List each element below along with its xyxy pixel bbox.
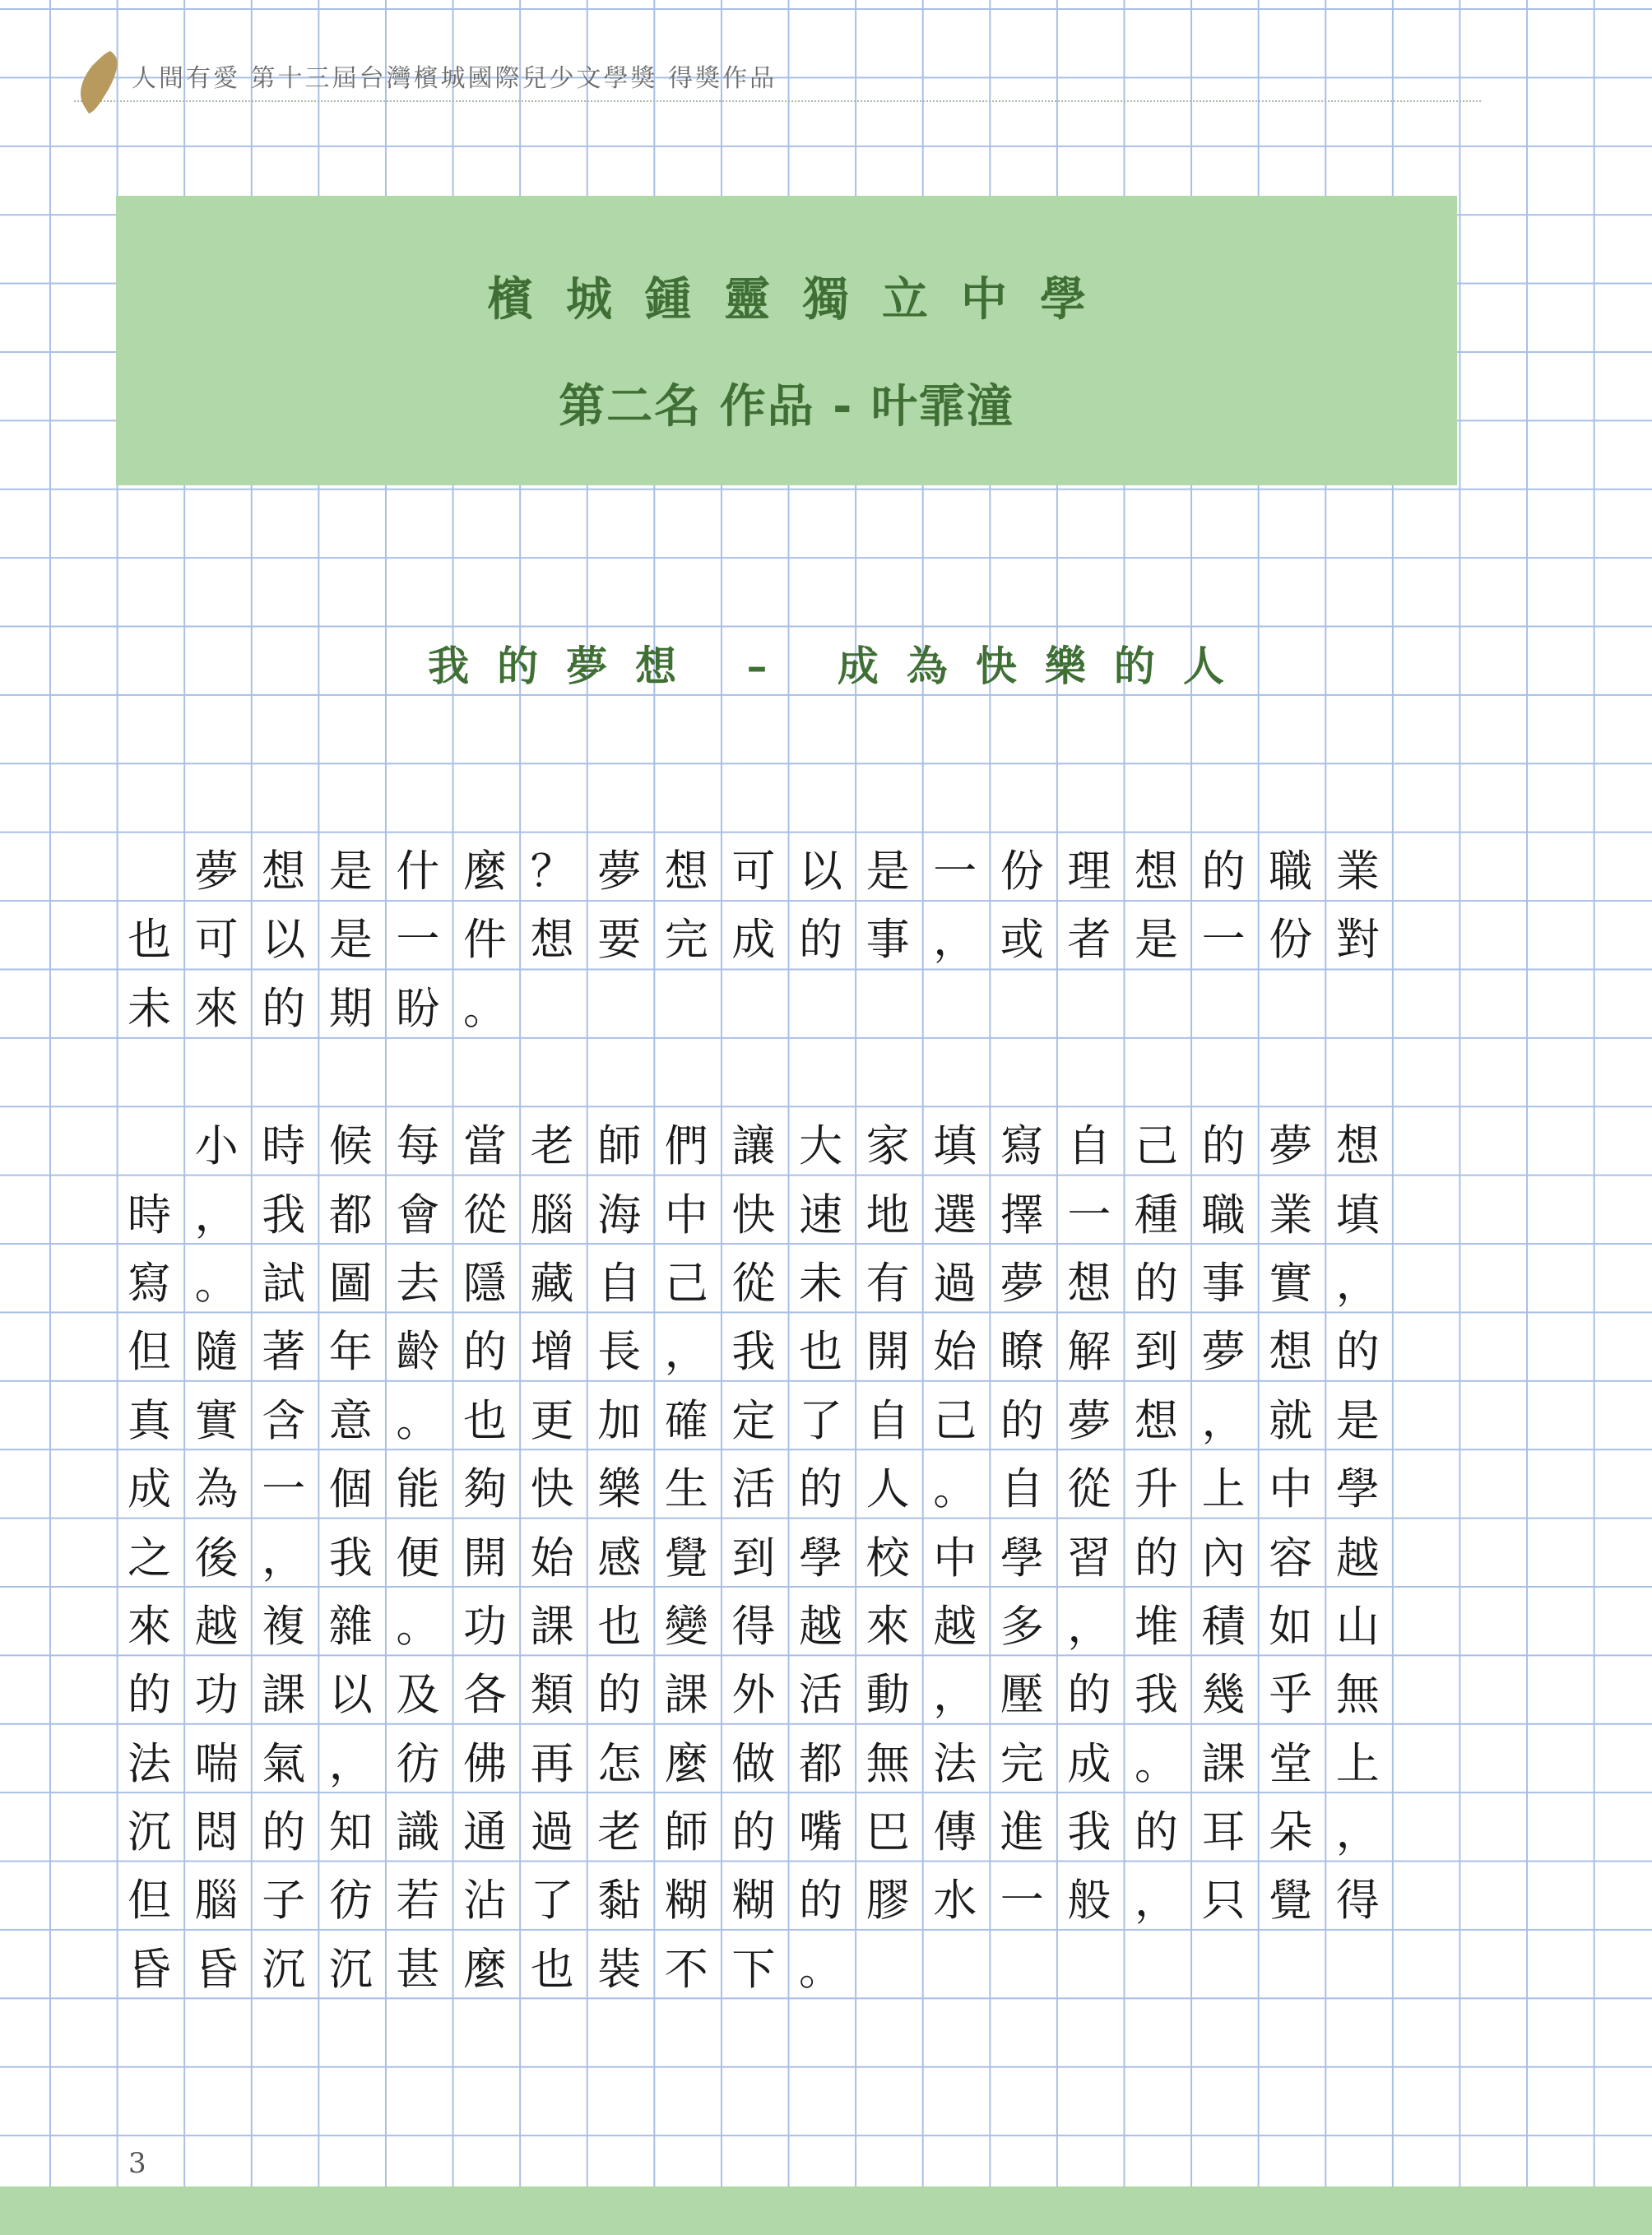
essay-line: 成為一個能夠快樂生活的人。自從升上中學 [128,1464,1404,1515]
essay-title: 我的夢想 – 成為快樂的人 [428,642,1252,690]
essay-line: 但腦子彷若沾了黏糊糊的膠水一般，只覺得 [128,1876,1404,1927]
essay-body [128,837,1404,2004]
page-header [74,49,1481,102]
essay-line: 法喘氣，彷佛再怎麼做都無法完成。課堂上 [128,1738,1404,1789]
essay-line: 真實含意。也更加確定了自己的夢想，就是 [128,1395,1404,1446]
essay-line: 沉悶的知識通過老師的嘴巴傳進我的耳朵， [128,1807,1404,1858]
taiwan-map-icon [74,49,123,115]
essay-line: 未來的期盼。 [128,983,531,1034]
essay-line: 的功課以及各類的課外活動，壓的我幾乎無 [128,1670,1404,1721]
award-line: 第二名 作品 - 叶霏潼 [559,380,1014,434]
paragraph-1 [128,837,1404,1043]
essay-line: 之後，我便開始感覺到學校中學習的內容越 [128,1533,1404,1584]
essay-line: 但隨著年齡的增長，我也開始瞭解到夢想的 [128,1327,1404,1378]
essay-line: 也可以是一件想要完成的事，或者是一份對 [128,915,1404,966]
school-name: 檳城鍾靈獨立中學 [487,272,1119,327]
essay-line: 寫。試圖去隱藏自己從未有過夢想的事實， [128,1258,1404,1309]
page-number: 3 [128,2147,146,2180]
title-banner [116,196,1457,485]
essay-line: 小時候每當老師們讓大家填寫自己的夢想 [128,1121,1404,1172]
footer-bar [0,2186,1652,2235]
paragraph-2 [128,1112,1404,2004]
essay-line: 夢想是什麼？夢想可以是一份理想的職業 [128,846,1404,897]
essay-line: 昏昏沉沉甚麼也裝不下。 [128,1944,866,1995]
header-title: 人間有愛 第十三屆台灣檳城國際兒少文學獎 得獎作品 [132,64,777,93]
essay-line: 時，我都會從腦海中快速地選擇一種職業填 [128,1189,1404,1240]
essay-line: 來越複雜。功課也變得越來越多，堆積如山 [128,1601,1404,1652]
